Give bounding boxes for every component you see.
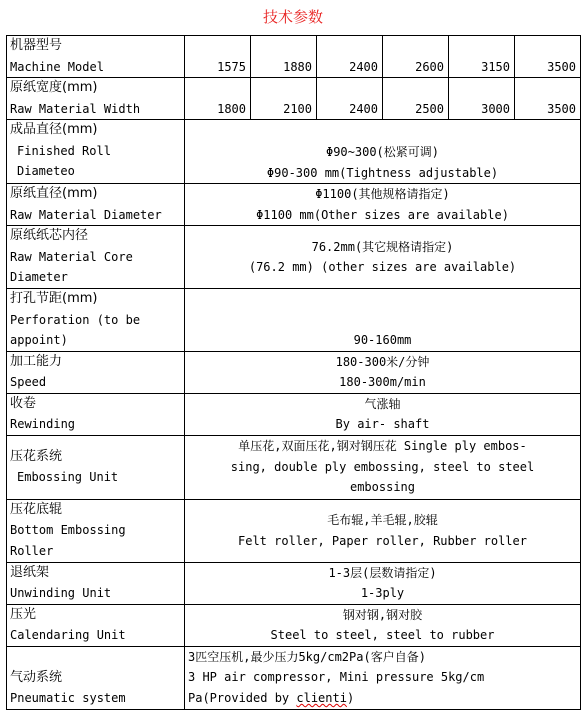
model-cell: 2400 [317, 36, 383, 78]
label-en: Bottom Embossing [10, 523, 126, 537]
page-title: 技术参数 [262, 8, 323, 26]
value-en: Steel to steel, steel to rubber [270, 628, 495, 642]
spec-table [6, 35, 581, 710]
label-zh: 加工能力 [10, 353, 63, 369]
value-embossing [185, 435, 581, 499]
value-zh: Φ90~300(松紧可调) [325, 145, 440, 159]
row-raw-width [7, 78, 581, 120]
row-pneumatic [7, 646, 581, 709]
label-en: Roller [10, 543, 54, 558]
value-pneumatic [185, 646, 581, 709]
value-zh: 气涨轴 [364, 396, 401, 411]
width-cell: 2500 [383, 78, 449, 120]
label-en: Perforation (to be [10, 312, 141, 327]
row-embossing [7, 435, 581, 499]
row-raw-diameter [7, 184, 581, 226]
label-zh: 压花底辊 [10, 501, 63, 517]
row-unwinding [7, 562, 581, 604]
value-perforation [185, 289, 581, 352]
value-line: sing, double ply embossing, steel to steel [230, 459, 535, 474]
label-zh: 机器型号 [10, 38, 63, 53]
value-line: 3 HP air compressor, Mini pressure 5kg/cm [188, 670, 485, 685]
label-en: Finished Roll [17, 143, 111, 158]
label-zh: 原纸宽度(mm) [10, 80, 98, 95]
spellcheck-word: clienti [296, 690, 347, 705]
label-perforation [7, 289, 185, 352]
label-en: Raw Material Core [10, 249, 133, 264]
label-en: Calendaring Unit [10, 628, 126, 642]
label-en: Embossing Unit [17, 470, 119, 484]
label-zh: 气动系统 [10, 669, 63, 685]
label-en: Raw Material Width [10, 101, 141, 116]
value-line [188, 688, 577, 709]
row-speed [7, 351, 581, 393]
label-rewinding [7, 393, 185, 435]
value-en: 180-300m/min [339, 375, 426, 389]
label-zh: 原纸纸芯内径 [10, 228, 89, 243]
row-bottom-roller [7, 499, 581, 562]
label-speed [7, 351, 185, 393]
width-cell: 1800 [185, 78, 251, 120]
label-unwinding [7, 562, 185, 604]
model-cell: 1880 [251, 36, 317, 78]
label-pneumatic [7, 646, 185, 709]
row-core [7, 226, 581, 289]
value-text: ) [346, 690, 355, 705]
value-text: Pa(Provided by [188, 690, 297, 705]
value-line: 单压花,双面压花,钢对钢压花 Single ply embos- [238, 439, 527, 454]
value-core [185, 226, 581, 289]
value-unwinding [185, 562, 581, 604]
width-cell: 3000 [449, 78, 515, 120]
label-zh: 原纸直径(mm) [10, 186, 98, 201]
label-core [7, 226, 185, 289]
label-zh: 打孔节距(mm) [10, 291, 98, 306]
label-en: Pneumatic system [10, 691, 126, 705]
label-finished-roll [7, 120, 185, 184]
value-zh: 毛布辊,羊毛辊,胶辊 [327, 513, 438, 527]
row-rewinding [7, 393, 581, 435]
row-perforation [7, 289, 581, 352]
value-zh: 76.2mm(其它规格请指定) [311, 239, 454, 254]
value-zh: 1-3层(层数请指定) [328, 565, 437, 580]
row-finished-roll [7, 120, 581, 184]
value-rewinding [185, 393, 581, 435]
label-zh: 压光 [10, 606, 37, 622]
value-speed [185, 351, 581, 393]
value-en: (76.2 mm) (other sizes are available) [248, 260, 517, 274]
value-en: Felt roller, Paper roller, Rubber roller [238, 533, 527, 548]
model-cell: 3150 [449, 36, 515, 78]
label-zh: 压花系统 [10, 448, 63, 464]
label-en: Speed [10, 375, 47, 389]
width-cell: 2100 [251, 78, 317, 120]
label-en: appoint) [10, 333, 68, 347]
label-embossing [7, 435, 185, 499]
label-en: Raw Material Diameter [10, 207, 162, 222]
label-machine-model [7, 36, 185, 78]
label-en: Rewinding [10, 417, 76, 431]
value-bottom-roller [185, 499, 581, 562]
label-zh: 退纸架 [10, 564, 50, 580]
label-zh: 收卷 [10, 395, 37, 411]
value-en: Φ90-300 mm(Tightness adjustable) [266, 165, 499, 180]
model-cell: 1575 [185, 36, 251, 78]
value-raw-diameter [185, 184, 581, 226]
row-calendaring [7, 604, 581, 646]
model-cell: 2600 [383, 36, 449, 78]
value-calendaring [185, 604, 581, 646]
label-bottom-roller [7, 499, 185, 562]
value-en: By air- shaft [335, 417, 430, 431]
value-text: 90-160mm [353, 333, 412, 347]
label-zh: 成品直径(mm) [10, 122, 98, 137]
value-line: embossing [349, 480, 416, 495]
model-cell: 3500 [515, 36, 581, 78]
value-zh: 180-300米/分钟 [335, 354, 430, 369]
value-line: 3匹空压机,最少压力5kg/cm2Pa(客户自备) [188, 649, 426, 664]
width-cell: 2400 [317, 78, 383, 120]
value-zh: Φ1100(其他规格请指定) [315, 187, 450, 201]
label-en: Diameteo [17, 164, 75, 178]
value-zh: 钢对钢,钢对胶 [342, 607, 423, 622]
label-raw-diameter [7, 184, 185, 226]
label-en: Unwinding Unit [10, 586, 112, 600]
label-en: Machine Model [10, 59, 104, 74]
label-raw-width [7, 78, 185, 120]
label-calendaring [7, 604, 185, 646]
row-machine-model [7, 36, 581, 78]
label-en: Diameter [10, 270, 68, 284]
value-en: Φ1100 mm(Other sizes are available) [256, 207, 509, 222]
value-finished-roll [185, 120, 581, 184]
value-en: 1-3ply [360, 586, 405, 600]
width-cell: 3500 [515, 78, 581, 120]
